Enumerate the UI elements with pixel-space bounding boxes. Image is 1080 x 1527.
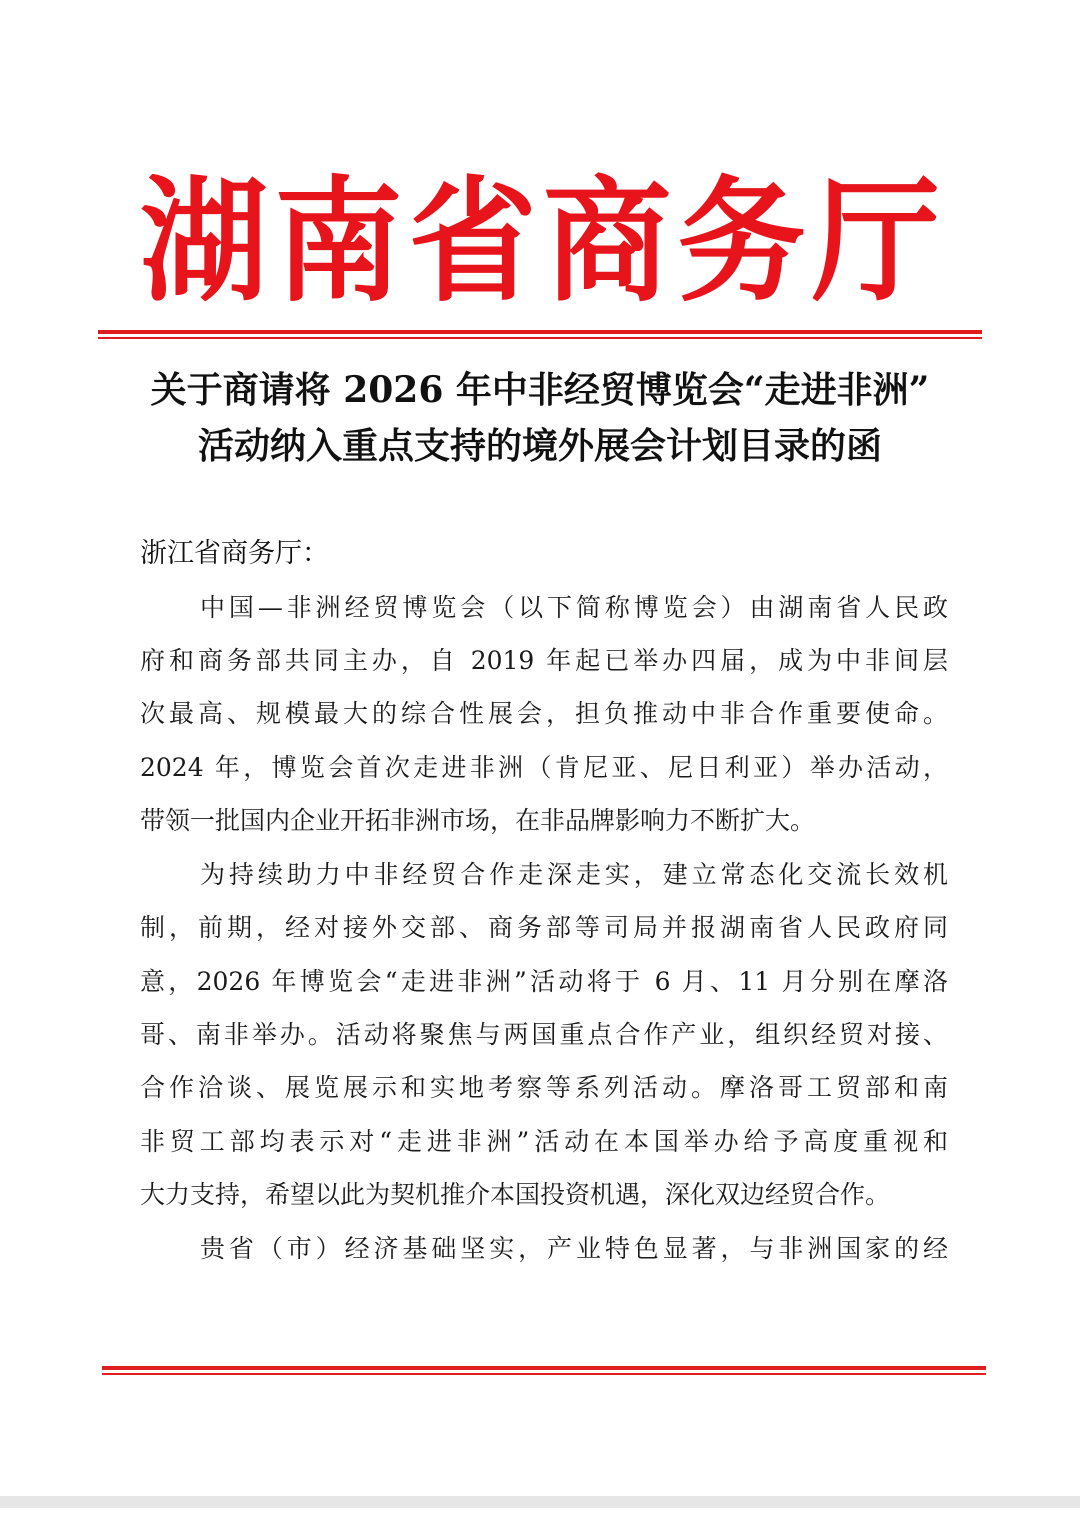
body-line: 带领一批国内企业开拓非洲市场，在非品牌影响力不断扩大。 (140, 806, 816, 835)
body-line: 府和商务部共同主办，自 2019 年起已举办四届，成为中非间层 (140, 646, 948, 675)
letterhead-char: 商 (543, 163, 672, 321)
body-line: 次最高、规模最大的综合性展会，担负推动中非合作重要使命。 (140, 699, 948, 728)
letterhead-separator-top (98, 330, 982, 339)
body-line: 2024 年，博览会首次走进非洲（肯尼亚、尼日利亚）举办活动， (140, 753, 948, 782)
letterhead-char: 湖 (140, 163, 269, 321)
letterhead-org-name (140, 163, 940, 321)
document-title-line-1: 关于商请将 2026 年中非经贸博览会“走进非洲” (150, 369, 930, 411)
body-line: 贵省（市）经济基础坚实，产业特色显著，与非洲国家的经 (200, 1234, 948, 1263)
document-title (100, 362, 980, 474)
body-line: 大力支持，希望以此为契机推介本国投资机遇，深化双边经贸合作。 (140, 1180, 891, 1209)
body-line: 中国—非洲经贸博览会（以下简称博览会）由湖南省人民政 (200, 593, 948, 622)
letterhead-char: 厅 (811, 163, 940, 321)
body-line: 为持续助力中非经贸合作走深走实，建立常态化交流长效机 (200, 860, 948, 889)
addressee: 浙江省商务厅： (140, 538, 329, 569)
letterhead-char: 务 (677, 163, 806, 321)
body-line: 制，前期，经对接外交部、商务部等司局并报湖南省人民政府同 (140, 913, 948, 942)
page-bottom-edge (0, 1496, 1080, 1508)
letterhead-separator-bottom (102, 1366, 986, 1375)
body-line: 非贸工部均表示对“走进非洲”活动在本国举办给予高度重视和 (140, 1127, 948, 1156)
document-title-line-2: 活动纳入重点支持的境外展会计划目录的函 (197, 425, 882, 467)
body-line: 意，2026 年博览会“走进非洲”活动将于 6 月、11 月分别在摩洛 (140, 967, 948, 996)
body-line: 哥、南非举办。活动将聚焦与两国重点合作产业，组织经贸对接、 (140, 1020, 948, 1049)
letterhead-char: 省 (408, 163, 537, 321)
letterhead-char: 南 (274, 163, 403, 321)
body-line: 合作洽谈、展览展示和实地考察等系列活动。摩洛哥工贸部和南 (140, 1073, 948, 1102)
